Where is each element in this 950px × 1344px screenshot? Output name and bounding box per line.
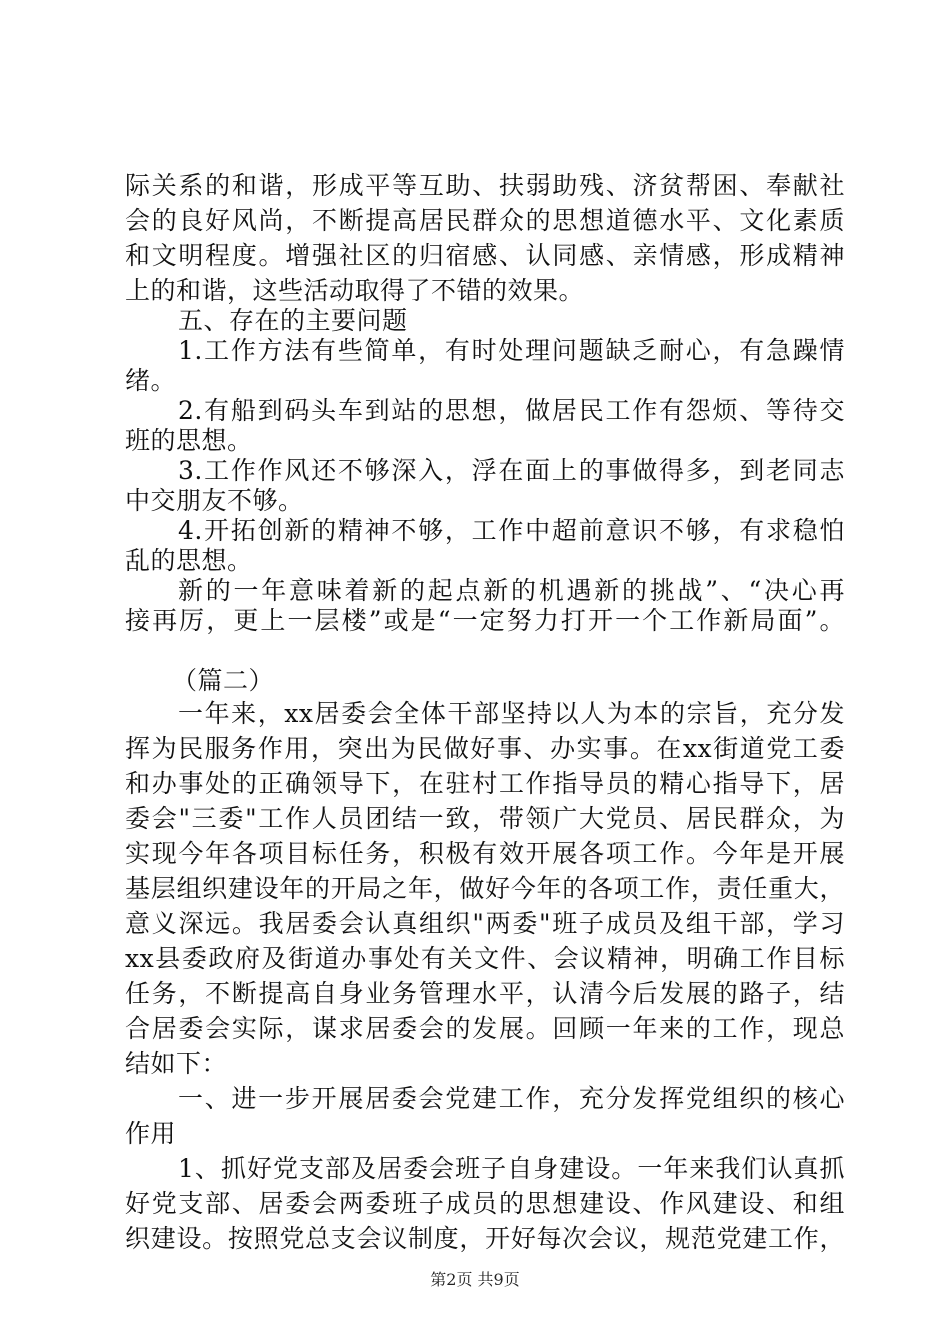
text-line: 上的和谐，这些活动取得了不错的效果。 bbox=[125, 276, 585, 305]
page-footer: 第2页 共9页 bbox=[430, 1270, 520, 1289]
text-line: 作用 bbox=[125, 1119, 177, 1148]
text-line: 结如下： bbox=[125, 1049, 228, 1078]
section-heading: 五、存在的主要问题 bbox=[178, 306, 408, 335]
text-line: 和文明程度。增强社区的归宿感、认同感、亲情感，形成精神 bbox=[125, 241, 845, 270]
text-line: 2.有船到码头车到站的思想，做居民工作有怨烦、等待交 bbox=[178, 396, 845, 425]
text-line: 绪。 bbox=[125, 366, 177, 395]
section-heading: （篇二） bbox=[172, 666, 275, 695]
text-line: 会的良好风尚，不断提高居民群众的思想道德水平、文化素质 bbox=[125, 206, 845, 235]
text-line: 一年来，xx居委会全体干部坚持以人为本的宗旨，充分发 bbox=[178, 699, 845, 728]
text-line: 委会"三委"工作人员团结一致，带领广大党员、居民群众，为 bbox=[125, 804, 845, 833]
text-line: 1.工作方法有些简单，有时处理问题缺乏耐心，有急躁情 bbox=[178, 336, 845, 365]
text-line: 织建设。按照党总支会议制度，开好每次会议，规范党建工作， bbox=[125, 1224, 845, 1253]
text-line: 接再厉，更上一层楼”或是“一定努力打开一个工作新局面”。 bbox=[125, 606, 845, 635]
text-line: 4.开拓创新的精神不够，工作中超前意识不够，有求稳怕 bbox=[178, 516, 845, 545]
text-line: 乱的思想。 bbox=[125, 546, 253, 575]
text-line: 挥为民服务作用，突出为民做好事、办实事。在xx街道党工委 bbox=[125, 734, 845, 763]
text-line: 任务，不断提高自身业务管理水平，认清今后发展的路子，结 bbox=[125, 979, 845, 1008]
text-line: 际关系的和谐，形成平等互助、扶弱助残、济贫帮困、奉献社 bbox=[125, 171, 845, 200]
text-line: 意义深远。我居委会认真组织"两委"班子成员及组干部，学习 bbox=[125, 909, 845, 938]
text-line: 新的一年意味着新的起点新的机遇新的挑战”、“决心再 bbox=[178, 576, 845, 605]
text-line: 实现今年各项目标任务，积极有效开展各项工作。今年是开展 bbox=[125, 839, 845, 868]
text-line: 基层组织建设年的开局之年，做好今年的各项工作，责任重大， bbox=[125, 874, 845, 903]
section-heading: 一、进一步开展居委会党建工作，充分发挥党组织的核心 bbox=[178, 1084, 845, 1113]
text-line: 好党支部、居委会两委班子成员的思想建设、作风建设、和组 bbox=[125, 1189, 845, 1218]
text-line: 班的思想。 bbox=[125, 426, 253, 455]
text-line: xx县委政府及街道办事处有关文件、会议精神，明确工作目标 bbox=[125, 944, 845, 973]
text-line: 中交朋友不够。 bbox=[125, 486, 304, 515]
text-line: 合居委会实际，谋求居委会的发展。回顾一年来的工作，现总 bbox=[125, 1014, 845, 1043]
text-line: 和办事处的正确领导下，在驻村工作指导员的精心指导下，居 bbox=[125, 769, 845, 798]
text-line: 3.工作作风还不够深入，浮在面上的事做得多，到老同志 bbox=[178, 456, 845, 485]
text-line: 1、抓好党支部及居委会班子自身建设。一年来我们认真抓 bbox=[178, 1154, 845, 1183]
